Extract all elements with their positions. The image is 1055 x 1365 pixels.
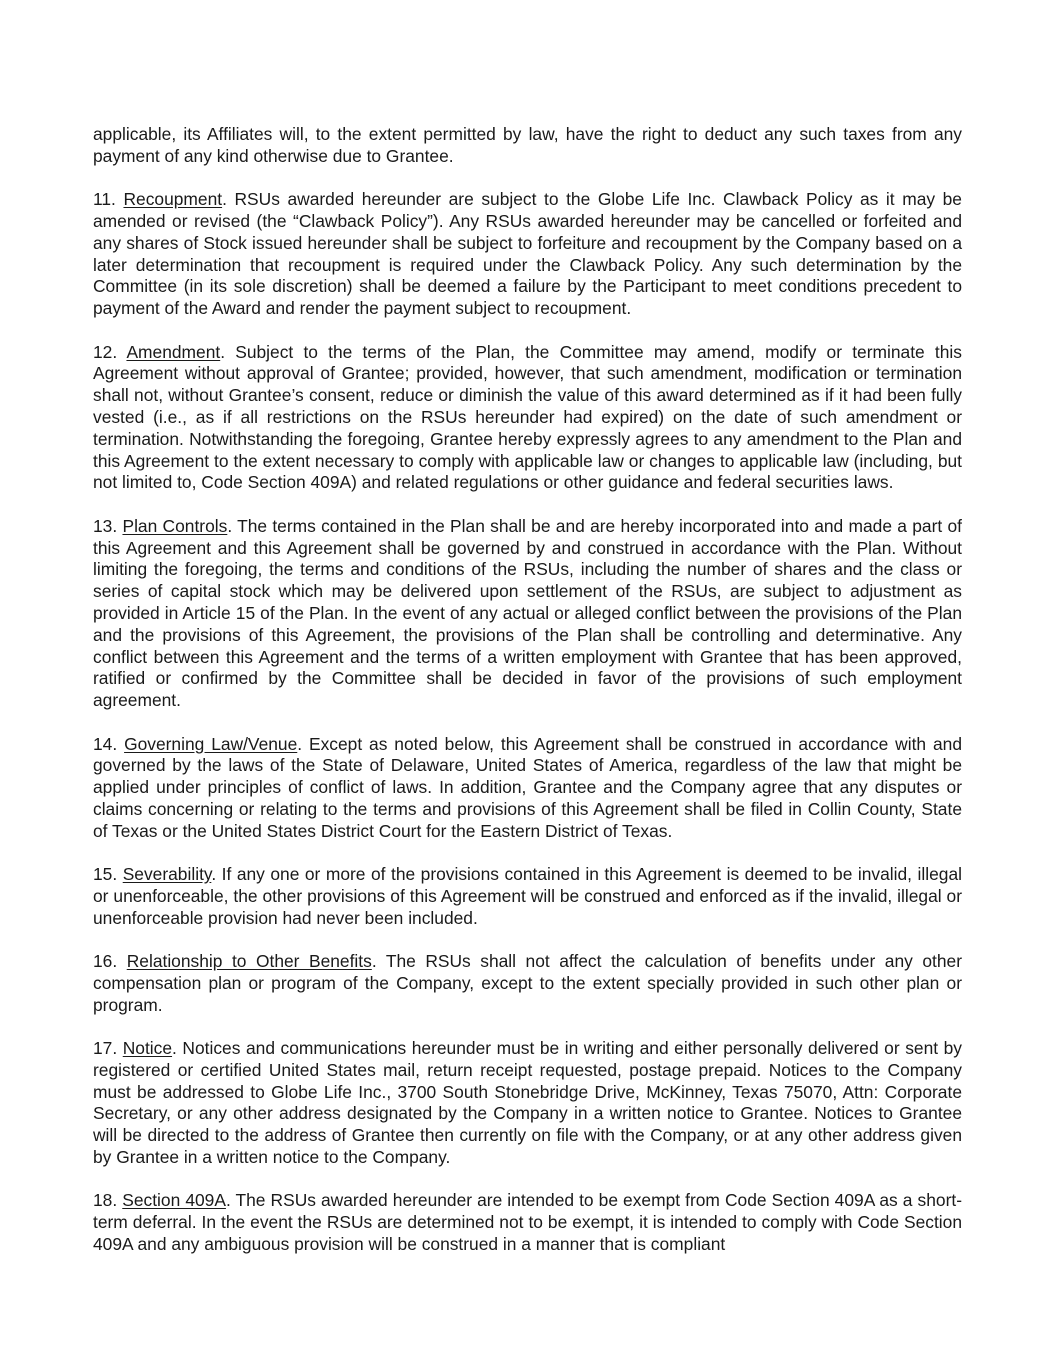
section-heading: Governing Law/Venue <box>124 733 298 754</box>
section-number: 17. <box>93 1038 118 1059</box>
section-body: . If any one or more of the provisions contained in this Agreement is deemed to be invalid, illegal or unenforceable, the other provisions of this Agreement will be construed and enforced as if the invalid, illegal or unenforceable provision had never been included. <box>93 864 962 928</box>
section-heading: Relationship to Other Benefits <box>126 951 372 972</box>
section-heading: Amendment <box>126 341 221 362</box>
section-body: . The RSUs awarded hereunder are intended to be exempt from Code Section 409A as a short-term deferral. In the event the RSUs are determined not to be exempt, it is intended to comply with Code Section 409A and any ambiguous provision will be construed in a manner that is compliant <box>93 1190 962 1255</box>
document-page <box>93 124 962 1277</box>
section-body: . Notices and communications hereunder must be in writing and either personally delivered or sent by registered or certified United States mail, return receipt requested, postage prepaid. Notices to the Company must be addressed to Globe Life Inc., 3700 South Stonebridge Drive, McKinney, Texas 75070, Attn: Corporate Secretary, or any other address designated by the Company in a written notice to Grantee. Notices to Grantee will be directed to the address of Grantee then currently on file with the Company, or at any other address given by Grantee in a written notice to the Company. <box>93 1038 962 1168</box>
section-plan-controls <box>93 516 962 712</box>
section-409a <box>93 1190 962 1255</box>
section-number: 16. <box>93 951 118 972</box>
section-body: . The terms contained in the Plan shall be and are hereby incorporated into and made a part of this Agreement and this Agreement shall be governed by and construed in accordance with the Plan. Without limiting the foregoing, the terms and conditions of the RSUs, including the number of shares and the class or series of capital stock which may be delivered upon settlement of the RSUs, are subject to adjustment as provided in Article 15 of the Plan. In the event of any actual or alleged conflict between the provisions of the Plan and the provisions of this Agreement, the provisions of the Plan shall be controlling and determinative. Any conflict between this Agreement and the terms of a written employment with Grantee that has been approved, ratified or confirmed by the Committee shall be decided in favor of the provisions of such employment agreement. <box>93 515 962 711</box>
section-severability <box>93 864 962 929</box>
section-number: 12. <box>93 341 118 362</box>
section-other-benefits <box>93 951 962 1016</box>
section-heading: Notice <box>122 1038 173 1059</box>
section-governing-law <box>93 734 962 843</box>
section-number: 15. <box>93 864 118 885</box>
section-number: 11. <box>93 189 116 210</box>
continuation-paragraph: applicable, its Affiliates will, to the extent permitted by law, have the right to deduct any such taxes from any payment of any kind otherwise due to Grantee. <box>93 124 962 166</box>
section-number: 14. <box>93 733 118 754</box>
section-body: . The RSUs shall not affect the calculation of benefits under any other compensation plan or program of the Company, except to the extent specially provided in such other plan or program. <box>93 951 962 1015</box>
section-heading: Recoupment <box>123 189 223 210</box>
section-heading: Severability <box>122 864 212 885</box>
section-heading: Section 409A <box>122 1190 226 1211</box>
section-body: . Except as noted below, this Agreement shall be construed in accordance with and governed by the laws of the State of Delaware, United States of America, regardless of the law that might be applied under principles of conflict of laws. In addition, Grantee and the Company agree that any disputes or claims concerning or relating to the terms and provisions of this Agreement shall be filed in Collin County, State of Texas or the United States District Court for the Eastern District of Texas. <box>93 733 962 841</box>
section-number: 18. <box>93 1190 118 1211</box>
section-heading: Plan Controls <box>122 515 228 536</box>
section-number: 13. <box>93 515 118 536</box>
section-amendment <box>93 342 962 495</box>
section-recoupment <box>93 189 962 320</box>
section-notice <box>93 1038 962 1169</box>
section-body: . Subject to the terms of the Plan, the Committee may amend, modify or terminate this Agreement without approval of Grantee; provided, however, that such amendment, modification or termination shall not, without Grantee’s consent, reduce or diminish the value of this award determined as if it had been fully vested (i.e., as if all restrictions on the RSUs hereunder had expired) on the date of such amendment or termination. Notwithstanding the foregoing, Grantee hereby expressly agrees to any amendment to the Plan and this Agreement to the extent necessary to comply with applicable law or changes to applicable law (including, but not limited to, Code Section 409A) and related regulations or other guidance and federal securities laws. <box>93 341 962 493</box>
section-body: . RSUs awarded hereunder are subject to the Globe Life Inc. Clawback Policy as it may be amended or revised (the “Clawback Policy”). Any RSUs awarded hereunder may be cancelled or forfeited and any shares of Stock issued hereunder shall be subject to forfeiture and recoupment by the Company based on a later determination that recoupment is required under the Clawback Policy. Any such determination by the Committee (in its sole discretion) shall be deemed a failure by the Participant to meet conditions precedent to payment of the Award and render the payment subject to recoupment. <box>93 189 962 319</box>
